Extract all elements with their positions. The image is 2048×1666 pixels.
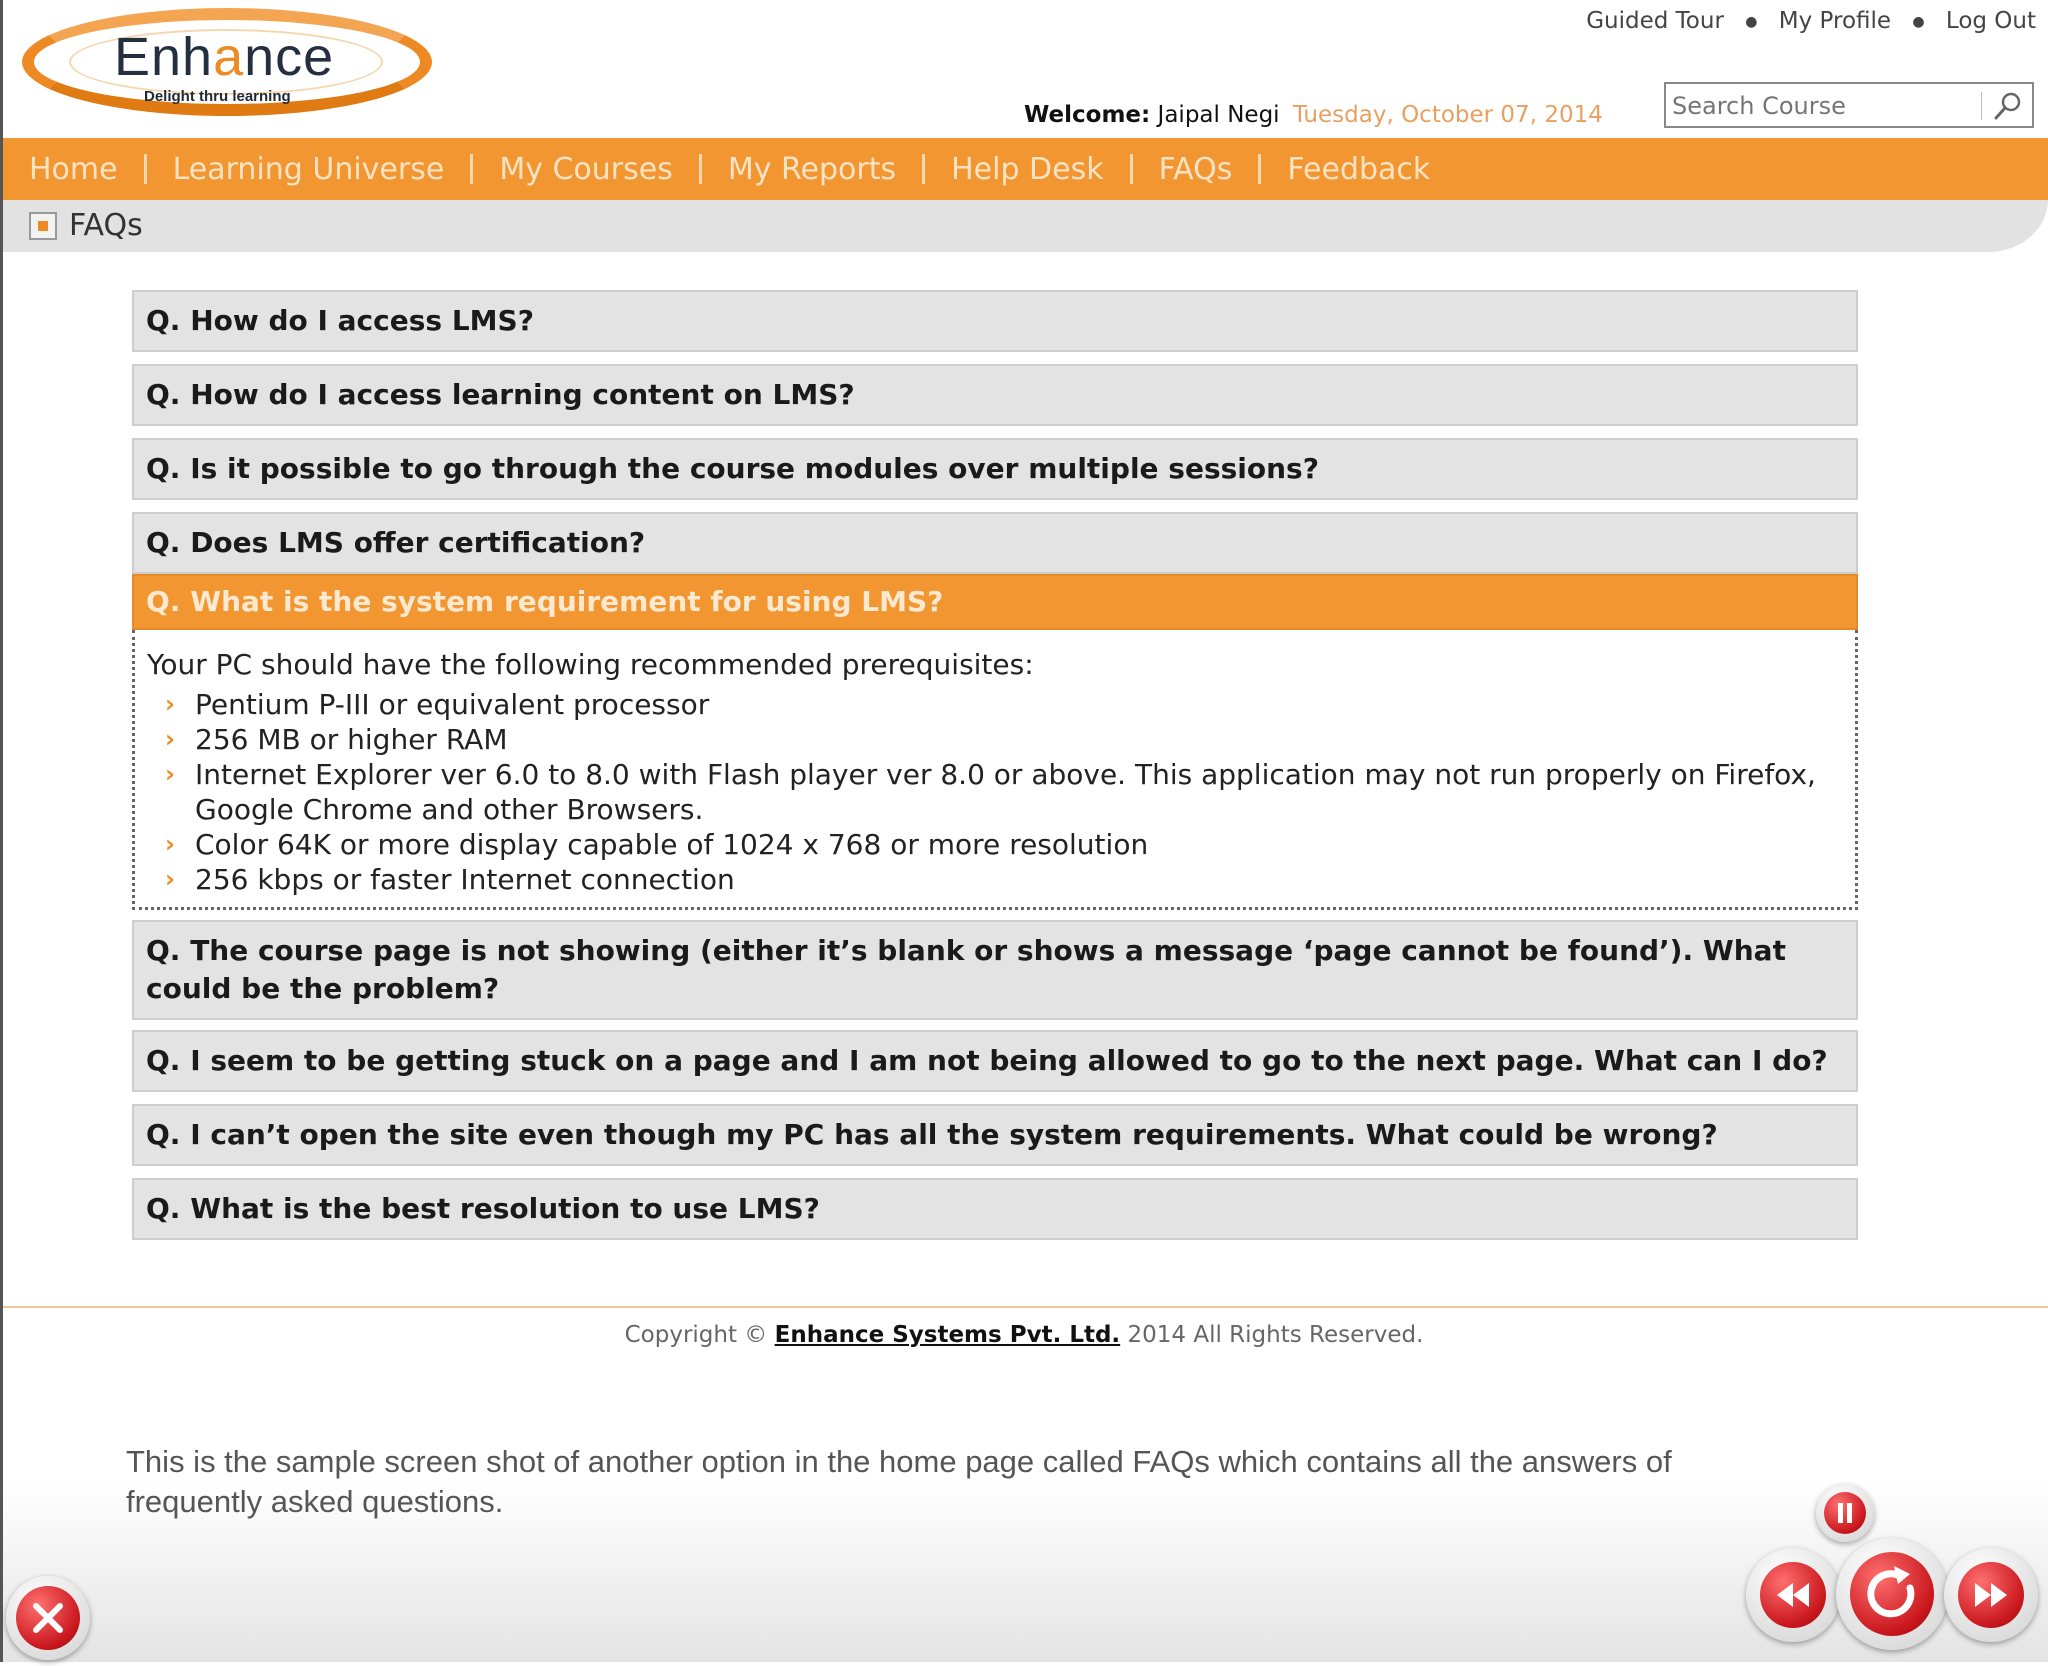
company-link[interactable]: Enhance Systems Pvt. Ltd. — [774, 1322, 1121, 1348]
top-links — [1586, 8, 2036, 34]
nav-faqs[interactable]: FAQs — [1158, 151, 1233, 187]
logo-tagline: Delight thru learning — [144, 88, 291, 105]
section-icon — [29, 212, 57, 240]
replay-button[interactable] — [1836, 1538, 1948, 1650]
copyright-prefix: Copyright © — [624, 1322, 768, 1348]
copyright-suffix: 2014 All Rights Reserved. — [1127, 1322, 1424, 1348]
faq-question-text: Q. How do I access LMS? — [146, 304, 534, 337]
faq-question-text: Q. What is the system requirement for using LMS? — [146, 585, 944, 618]
forward-icon — [1944, 1548, 2038, 1642]
page-title-band — [3, 200, 2048, 252]
list-item: › 256 MB or higher RAM — [165, 723, 508, 756]
faq-question-3[interactable] — [132, 438, 1858, 500]
faq-question-text: Q. How do I access learning content on LMS? — [146, 378, 855, 411]
faq-answer-panel — [132, 630, 1858, 910]
faq-question-text: Q. Does LMS offer certification? — [146, 526, 646, 559]
pause-icon — [1816, 1484, 1874, 1542]
nav-separator — [699, 154, 702, 184]
list-item: › Internet Explorer ver 6.0 to 8.0 with Flash player ver 8.0 or above. This application may not run properly on Firefox, Google Chrome and other Browsers. — [165, 758, 1816, 826]
list-item: › 256 kbps or faster Internet connection — [165, 863, 735, 896]
log-out-link[interactable]: Log Out — [1945, 8, 2036, 34]
faq-question-5-expanded[interactable] — [132, 574, 1858, 630]
page-title: FAQs — [69, 208, 143, 243]
pause-button[interactable] — [1816, 1484, 1874, 1542]
narration-text: This is the sample screen shot of another option in the home page called FAQs which contains all the answers of frequently asked questions. — [126, 1444, 1672, 1519]
search-course-box — [1664, 82, 2034, 128]
faq-question-text: Q. What is the best resolution to use LMS? — [146, 1192, 820, 1225]
nav-help-desk[interactable]: Help Desk — [951, 151, 1104, 187]
nav-separator — [1258, 154, 1261, 184]
bullet-arrow-icon: › — [165, 760, 175, 788]
welcome-label: Welcome: — [1024, 102, 1151, 128]
bullet-arrow-icon: › — [165, 725, 175, 753]
replay-icon — [1836, 1538, 1948, 1650]
nav-feedback[interactable]: Feedback — [1287, 151, 1431, 187]
welcome-line — [1024, 102, 1603, 128]
faq-question-4[interactable] — [132, 512, 1858, 574]
search-icon[interactable] — [1990, 88, 2026, 124]
close-icon — [6, 1576, 90, 1660]
nav-my-courses[interactable]: My Courses — [499, 151, 673, 187]
bullet-arrow-icon: › — [165, 690, 175, 718]
list-item: › Color 64K or more display capable of 1024 x 768 or more resolution — [165, 828, 1149, 861]
nav-separator — [1130, 154, 1133, 184]
nav-separator — [922, 154, 925, 184]
guided-tour-link[interactable]: Guided Tour — [1586, 8, 1724, 34]
faq-question-text: Q. I seem to be getting stuck on a page and I am not being allowed to go to the next page. What can I do? — [146, 1044, 1828, 1077]
faq-question-7[interactable] — [132, 1030, 1858, 1092]
faq-question-text: Q. Is it possible to go through the course modules over multiple sessions? — [146, 452, 1319, 485]
copyright — [0, 1322, 2048, 1348]
rewind-button[interactable] — [1746, 1548, 1840, 1642]
close-button[interactable] — [6, 1576, 90, 1660]
nav-home[interactable]: Home — [29, 151, 118, 187]
logo-text: Enhance — [114, 27, 335, 87]
bullet-arrow-icon: › — [165, 830, 175, 858]
main-nav — [3, 138, 2048, 200]
requirements-list — [147, 687, 1843, 897]
nav-separator — [470, 154, 473, 184]
bullet-arrow-icon: › — [165, 865, 175, 893]
nav-learning-universe[interactable]: Learning Universe — [172, 151, 445, 187]
bullet-separator: ● — [1745, 13, 1758, 30]
faq-question-6[interactable] — [132, 920, 1858, 1020]
search-divider — [1981, 92, 1982, 120]
my-profile-link[interactable]: My Profile — [1778, 8, 1892, 34]
faq-question-8[interactable] — [132, 1104, 1858, 1166]
faq-question-1[interactable] — [132, 290, 1858, 352]
user-name: Jaipal Negi — [1157, 102, 1280, 128]
answer-intro: Your PC should have the following recommended prerequisites: — [147, 648, 1034, 681]
search-input[interactable] — [1670, 86, 1974, 126]
faq-question-text: Q. The course page is not showing (either it’s blank or shows a message ‘page cannot be found’). What could be the problem? — [146, 934, 1786, 1005]
enhance-logo[interactable] — [22, 8, 438, 120]
faq-question-text: Q. I can’t open the site even though my PC has all the system requirements. What could be wrong? — [146, 1118, 1718, 1151]
faq-question-2[interactable] — [132, 364, 1858, 426]
faq-question-9[interactable] — [132, 1178, 1858, 1240]
bullet-separator: ● — [1912, 13, 1925, 30]
rewind-icon — [1746, 1548, 1840, 1642]
forward-button[interactable] — [1944, 1548, 2038, 1642]
footer-divider — [3, 1306, 2048, 1308]
nav-my-reports[interactable]: My Reports — [727, 151, 897, 187]
current-date: Tuesday, October 07, 2014 — [1292, 102, 1603, 128]
nav-separator — [144, 154, 147, 184]
list-item: › Pentium P-III or equivalent processor — [165, 688, 710, 721]
